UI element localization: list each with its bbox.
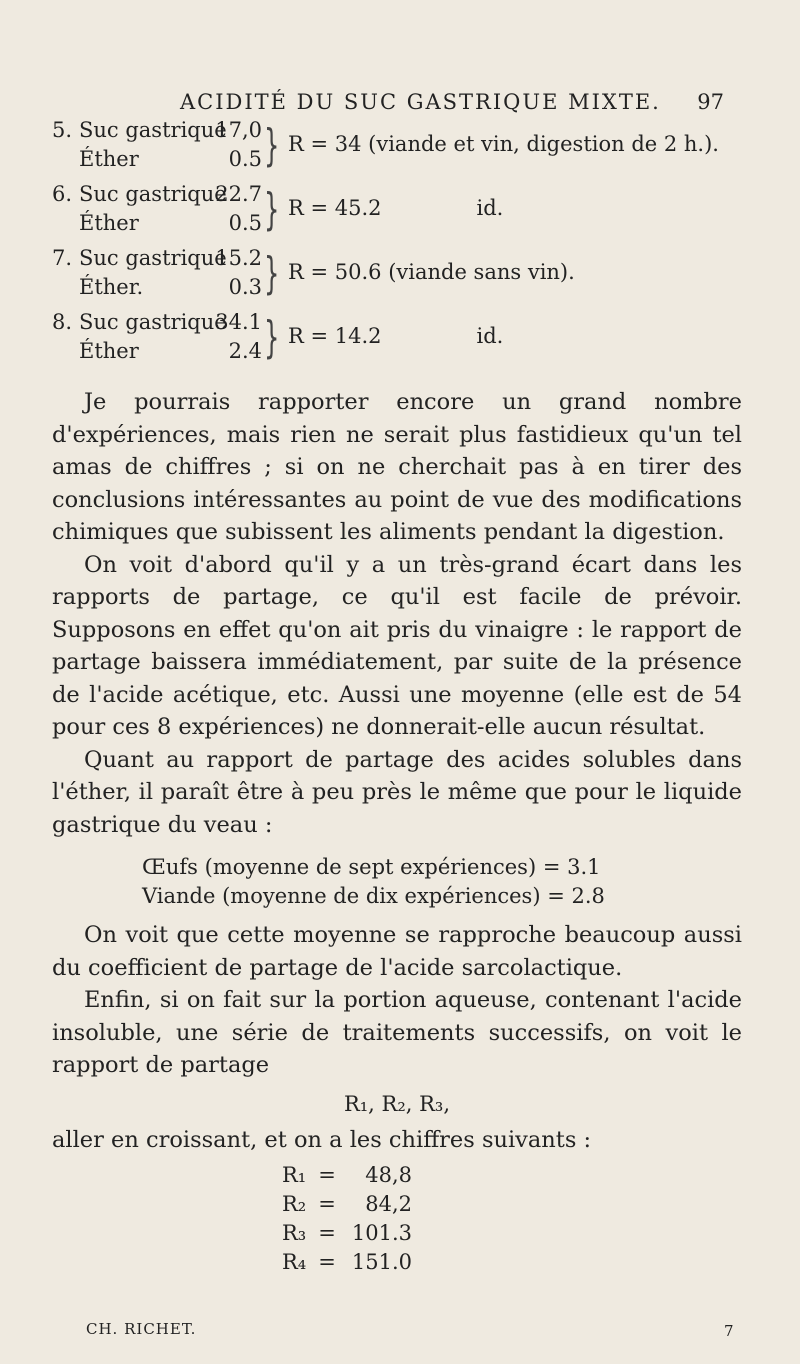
signature-mark: 7 <box>724 1322 734 1340</box>
gastric-juice-value: 15.2 <box>215 246 262 270</box>
paragraph: Enfin, si on fait sur la portion aqueuse, contenant l'acide insoluble, une série de traitements successifs, on voit le rapport de partage <box>52 987 742 1078</box>
experiment-entry <box>52 246 792 310</box>
paragraph: Quant au rapport de partage des acides solubles dans l'éther, il paraît être à peu près le même que pour le liquide gastrique du veau : <box>52 746 742 838</box>
ether-value: 2.4 <box>228 339 262 363</box>
equals-sign: = <box>318 1220 336 1245</box>
ratio-value: 48,8 <box>365 1162 412 1187</box>
experiment-number: 8. <box>52 310 73 334</box>
ratio-value: 151.0 <box>351 1249 412 1274</box>
ratio-value: 84,2 <box>365 1191 412 1216</box>
paragraph: On voit que cette moyenne se rapproche beaucoup aussi du coefficient de partage de l'acide sarcolactique. <box>52 922 742 981</box>
body-text <box>52 386 742 1277</box>
ratio-value-row <box>282 1161 742 1190</box>
ether-label: Éther <box>79 339 139 363</box>
ratio-value-row <box>282 1248 742 1277</box>
experiment-entry <box>52 118 792 182</box>
idem-marker: id. <box>476 324 504 348</box>
brace-symbol: } <box>264 120 280 171</box>
ether-label: Éther. <box>79 275 144 299</box>
gastric-juice-label: Suc gastrique <box>79 118 227 142</box>
ratio-symbols: R₁, R₂, R₃, <box>343 1091 451 1116</box>
equals-sign: = <box>318 1249 336 1274</box>
gastric-juice-value: 34.1 <box>215 310 262 334</box>
ether-label: Éther <box>79 211 139 235</box>
eggs-mean: Œufs (moyenne de sept expériences) = 3.1 <box>142 855 601 879</box>
gastric-juice-label: Suc gastrique <box>79 246 227 270</box>
ratio-result <box>288 132 800 156</box>
ether-value: 0.5 <box>228 147 262 171</box>
equals-sign: = <box>318 1191 336 1216</box>
ratio-text: R = 50.6 (viande sans vin). <box>288 260 575 284</box>
idem-marker: id. <box>476 196 504 220</box>
paragraph: aller en croissant, et on a les chiffres suivants : <box>52 1127 592 1153</box>
ratio-result <box>288 324 503 348</box>
experiment-list <box>52 118 792 374</box>
meat-mean: Viande (moyenne de dix expériences) = 2.8 <box>142 884 605 908</box>
ratio-text: R = 34 (viande et vin, digestion de 2 h.). <box>288 132 719 156</box>
page-number: 97 <box>697 90 724 114</box>
experiment-number: 5. <box>52 118 73 142</box>
running-title: ACIDITÉ DU SUC GASTRIQUE MIXTE. <box>180 90 661 114</box>
ratio-text: R = 45.2 <box>288 196 382 220</box>
equals-sign: = <box>318 1162 336 1187</box>
ratio-label: R₃ <box>282 1220 307 1245</box>
ratio-result <box>288 260 670 284</box>
experiment-number: 6. <box>52 182 73 206</box>
gastric-juice-label: Suc gastrique <box>79 310 227 334</box>
gastric-juice-label: Suc gastrique <box>79 182 227 206</box>
experiment-number: 7. <box>52 246 73 270</box>
means-block <box>52 853 742 911</box>
ratio-label: R₁ <box>282 1162 307 1187</box>
ratio-text: R = 14.2 <box>288 324 382 348</box>
paragraph: Je pourrais rapporter encore un grand nombre d'expériences, mais rien ne serait plus fastidieux qu'un tel amas de chiffres ; si on ne cherchait pas à en tirer des conclusions intéressantes au point de vue des modifications chimiques que subissent les aliments pendant la digestion. <box>52 389 742 545</box>
ratio-result <box>288 196 503 220</box>
gastric-juice-value: 17,0 <box>215 118 262 142</box>
paragraph: On voit d'abord qu'il y a un très-grand écart dans les rapports de partage, ce qu'il est facile de prévoir. Supposons en effet qu'on ait pris du vinaigre : le rapport de partage baissera immédiatement, par suite de la présence de l'acide acétique, etc. Aussi une moyenne (elle est de 54 pour ces 8 expériences) ne donnerait-elle aucun résultat. <box>52 551 742 740</box>
experiment-entry <box>52 182 792 246</box>
brace-symbol: } <box>264 312 280 363</box>
brace-symbol: } <box>264 184 280 235</box>
ether-label: Éther <box>79 147 139 171</box>
brace-symbol: } <box>264 248 280 299</box>
ratio-value-row <box>282 1190 742 1219</box>
ratio-values <box>52 1161 742 1277</box>
ratio-label: R₂ <box>282 1191 307 1216</box>
ether-value: 0.5 <box>228 211 262 235</box>
ratio-value-row <box>282 1219 742 1248</box>
ether-value: 0.3 <box>228 275 262 299</box>
running-header <box>0 90 800 120</box>
experiment-entry <box>52 310 792 374</box>
gastric-juice-value: 22.7 <box>215 182 262 206</box>
ratio-label: R₄ <box>282 1249 307 1274</box>
footer-author: CH. RICHET. <box>86 1320 197 1338</box>
ratio-value: 101.3 <box>351 1220 412 1245</box>
